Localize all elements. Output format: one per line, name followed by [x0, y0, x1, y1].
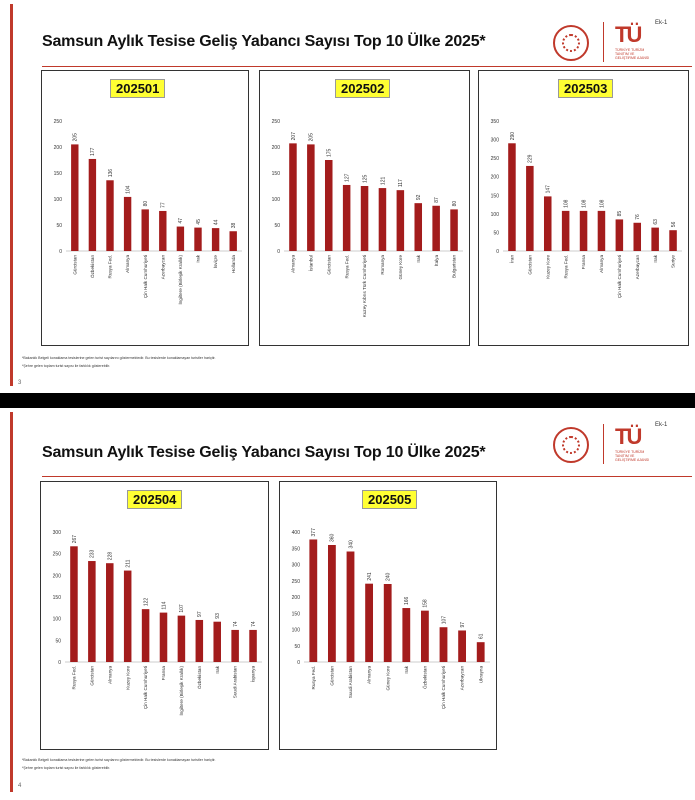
bar — [89, 159, 96, 251]
category-label: Irak — [652, 255, 658, 263]
category-label: Rusya Fed. — [563, 255, 569, 279]
category-label: Irak — [214, 666, 220, 674]
bar — [194, 228, 201, 251]
data-label: 104 — [125, 185, 132, 194]
y-tick-label: 0 — [496, 249, 499, 255]
bar — [440, 627, 448, 662]
chart-title: 202504 — [127, 490, 182, 509]
bar — [309, 539, 317, 662]
y-tick-label: 300 — [490, 137, 499, 144]
slide-accent-bar — [10, 4, 13, 386]
data-label: 74 — [232, 621, 239, 627]
data-label: 241 — [366, 572, 373, 581]
bar — [177, 227, 184, 251]
footnotes — [22, 756, 216, 772]
y-tick-label: 300 — [52, 530, 61, 536]
bar — [397, 190, 405, 251]
category-label: Azerbaycan — [634, 255, 640, 280]
category-label: Suudi Arabistan — [232, 666, 238, 699]
data-label: 175 — [326, 148, 333, 157]
bar — [361, 186, 369, 251]
y-tick-label: 150 — [53, 171, 62, 177]
data-label: 166 — [404, 596, 411, 606]
y-tick-label: 100 — [52, 616, 61, 623]
footnote-2: *Şehre gelen toplam turist sayısı ile farklılık gösterebilir. — [22, 766, 111, 770]
bar — [432, 206, 440, 251]
data-label: 108 — [563, 199, 570, 208]
y-tick-label: 200 — [291, 595, 300, 601]
bar — [379, 188, 387, 251]
bar — [325, 160, 333, 251]
data-label: 97 — [197, 611, 204, 617]
chart-panel-202502 — [259, 70, 470, 346]
bar-chart — [260, 71, 469, 345]
bar — [477, 642, 485, 662]
category-label: Rusya Fed. — [71, 666, 77, 690]
y-tick-label: 50 — [294, 643, 300, 650]
bar — [508, 143, 516, 251]
title-underline — [42, 476, 692, 477]
bar — [651, 228, 659, 251]
data-label: 80 — [143, 200, 149, 207]
y-tick-label: 50 — [55, 638, 61, 645]
chart-panel-202503 — [478, 70, 689, 346]
bar — [526, 166, 534, 251]
page-number: 3 — [18, 380, 22, 386]
data-label: 177 — [90, 147, 97, 156]
bar — [289, 143, 297, 251]
bar — [106, 563, 114, 662]
category-label: Gürcistan — [89, 666, 95, 686]
category-label: Irak — [403, 666, 409, 674]
data-label: 158 — [422, 599, 429, 608]
ek-label: Ek-1 — [655, 20, 668, 26]
data-label: 117 — [398, 179, 405, 188]
category-label: Özbekistan — [422, 666, 428, 689]
chart-panel-202501 — [41, 70, 249, 346]
category-label: Almanya — [125, 255, 131, 273]
category-label: Fransa — [581, 255, 587, 270]
slide-divider — [0, 393, 695, 408]
chart-panel-202505 — [279, 481, 497, 750]
y-tick-label: 50 — [493, 230, 499, 237]
category-label: Irak — [195, 255, 201, 263]
category-label: Rusya Fed. — [310, 666, 316, 690]
logo-divider — [603, 22, 604, 62]
data-label: 211 — [125, 559, 132, 568]
chart-title: 202501 — [110, 79, 165, 98]
data-label: 229 — [527, 154, 534, 163]
data-label: 44 — [213, 219, 220, 226]
category-label: Özbekistan — [90, 255, 95, 278]
category-label: İstanbul — [308, 255, 314, 272]
data-label: 125 — [362, 174, 369, 183]
slide-1 — [0, 0, 695, 393]
y-tick-label: 200 — [490, 174, 499, 181]
data-label: 290 — [509, 131, 516, 141]
bar — [160, 613, 168, 662]
data-label: 114 — [161, 601, 168, 610]
category-label: İtalya — [433, 255, 439, 266]
y-tick-label: 200 — [52, 573, 61, 580]
bar — [88, 561, 96, 662]
y-tick-label: 300 — [291, 562, 300, 569]
bar-chart — [479, 71, 688, 345]
bar — [328, 545, 336, 662]
category-label: Almanya — [366, 666, 372, 684]
data-label: 61 — [478, 633, 485, 640]
bar — [230, 231, 237, 251]
data-label: 240 — [385, 572, 392, 581]
category-label: Ukrayna — [478, 666, 484, 684]
y-tick-label: 250 — [52, 551, 61, 558]
bar — [70, 546, 78, 662]
ministry-seal-icon — [553, 25, 589, 61]
category-label: Çin Halk Cumhuriyeti — [143, 666, 149, 710]
chart-title: 202503 — [558, 79, 613, 98]
y-tick-label: 250 — [271, 119, 280, 125]
bar — [633, 223, 641, 251]
data-label: 340 — [348, 540, 355, 549]
bar — [343, 185, 351, 251]
category-label: Çin Halk Cumhuriyeti — [142, 255, 148, 299]
tgaa-logo-caption: TÜRKİYE TURİZM TANITIM VE GELİŞTİRME AJANSI — [615, 48, 650, 60]
data-label: 47 — [178, 217, 185, 224]
page-number: 4 — [18, 783, 22, 789]
bar — [71, 144, 78, 251]
data-label: 108 — [581, 199, 588, 208]
data-label: 107 — [441, 615, 448, 625]
tgaa-logo: TÜ — [615, 22, 641, 47]
y-tick-label: 150 — [291, 611, 300, 618]
tgaa-logo-caption: TÜRKİYE TURİZM TANITIM VE GELİŞTİRME AJANSI — [615, 450, 650, 462]
y-tick-label: 0 — [297, 660, 300, 666]
bar — [212, 228, 219, 251]
bar — [178, 616, 186, 662]
y-tick-label: 50 — [274, 223, 280, 229]
chart-panel-202504 — [40, 481, 269, 750]
slide-title: Samsun Aylık Tesise Geliş Yabancı Sayısı Top 10 Ülke 2025* — [42, 444, 486, 461]
y-tick-label: 150 — [271, 171, 280, 177]
data-label: 108 — [599, 199, 606, 208]
bar — [544, 196, 552, 251]
bar — [159, 211, 166, 251]
category-label: Çin Halk Cumhuriyeti — [616, 255, 622, 299]
category-label: Çin Halk Cumhuriyeti — [441, 666, 447, 710]
bar — [450, 209, 458, 251]
data-label: 76 — [635, 214, 642, 220]
y-tick-label: 0 — [277, 249, 280, 255]
bar-chart — [280, 482, 496, 749]
data-label: 92 — [416, 194, 423, 201]
bar — [562, 211, 570, 251]
data-label: 74 — [250, 621, 257, 627]
data-label: 267 — [71, 534, 78, 544]
footnote-1: *Bakanlık Belgeli konaklama tesislerine gelen turist sayılarını göstermektedir. Bu tesislerde konaklamayan turistler hariçtir. — [22, 758, 216, 762]
category-label: Kuzey Kore — [545, 255, 551, 279]
category-label: Güney Kore — [385, 666, 391, 691]
bar — [365, 584, 373, 662]
category-label: İngiltere (Birleşik Krallık) — [178, 255, 183, 305]
category-label: Rusya Fed. — [107, 255, 113, 279]
category-label: İngiltere (Birleşik Krallık) — [179, 666, 185, 716]
category-label: Fransa — [161, 666, 167, 681]
category-label: Azerbaycan — [459, 666, 465, 691]
bar — [124, 197, 131, 251]
bar-chart — [42, 71, 248, 345]
data-label: 127 — [344, 173, 351, 182]
bar — [598, 211, 606, 251]
bar — [669, 230, 677, 251]
category-label: Hollanda — [230, 255, 236, 274]
category-label: Irak — [415, 255, 421, 263]
title-underline — [42, 66, 692, 67]
y-tick-label: 400 — [291, 530, 300, 536]
bar — [106, 180, 113, 251]
chart-title: 202505 — [362, 490, 417, 509]
category-label: İran — [509, 255, 515, 263]
logo-divider — [603, 424, 604, 464]
footnote-1: *Bakanlık Belgeli konaklama tesislerine gelen turist sayılarını göstermektedir. Bu tesislerde konaklamayan turistler hariçtir. — [22, 356, 216, 360]
data-label: 205 — [308, 133, 315, 142]
category-label: Güney Kore — [397, 255, 403, 280]
bar — [458, 630, 466, 662]
bar — [616, 219, 624, 251]
y-tick-label: 200 — [53, 145, 62, 151]
category-label: Gürcistan — [72, 255, 78, 275]
data-label: 121 — [380, 176, 387, 186]
data-label: 56 — [670, 221, 677, 228]
slide-accent-bar — [10, 412, 13, 792]
category-label: Gürcistan — [326, 255, 332, 275]
category-label: Kuzey Kore — [125, 666, 131, 690]
y-tick-label: 350 — [490, 119, 499, 125]
footnote-2: *Şehre gelen toplam turist sayısı ile farklılık gösterebilir. — [22, 364, 111, 368]
y-tick-label: 100 — [291, 627, 300, 634]
y-tick-label: 200 — [271, 145, 280, 151]
category-label: Almanya — [290, 255, 296, 273]
y-tick-label: 100 — [53, 197, 62, 203]
category-label: Kuzey Kıbrıs Türk Cumhuriyeti — [362, 255, 368, 318]
category-label: Suriye — [670, 255, 676, 269]
tgaa-logo: TÜ — [615, 424, 641, 449]
bar — [421, 611, 429, 662]
chart-title: 202502 — [335, 79, 390, 98]
bar — [142, 209, 149, 251]
category-label: Rusya Fed. — [344, 255, 350, 279]
y-tick-label: 100 — [490, 211, 499, 218]
bar — [249, 630, 257, 662]
data-label: 38 — [231, 222, 237, 229]
category-label: Suudi Arabistan — [348, 666, 354, 699]
data-label: 97 — [459, 621, 466, 628]
data-label: 77 — [160, 202, 167, 208]
data-label: 45 — [195, 219, 202, 225]
data-label: 233 — [89, 549, 96, 559]
data-label: 87 — [433, 197, 440, 203]
bar — [347, 552, 355, 663]
bar — [384, 584, 392, 662]
category-label: İsviçre — [213, 255, 219, 269]
data-label: 93 — [215, 613, 222, 619]
bar — [231, 630, 239, 662]
bar — [402, 608, 410, 662]
slide-2 — [0, 408, 695, 800]
footnotes — [22, 354, 216, 370]
y-tick-label: 350 — [291, 546, 300, 553]
y-tick-label: 150 — [52, 595, 61, 601]
category-label: Gürcistan — [527, 255, 533, 275]
y-tick-label: 0 — [59, 249, 62, 255]
data-label: 63 — [652, 219, 659, 225]
bar — [580, 211, 588, 251]
y-tick-label: 250 — [490, 156, 499, 163]
data-label: 207 — [290, 132, 297, 141]
data-label: 136 — [107, 168, 114, 178]
bar — [307, 144, 315, 251]
data-label: 360 — [329, 533, 336, 542]
data-label: 122 — [143, 597, 150, 607]
category-label: Gürcistan — [329, 666, 335, 686]
ek-label: Ek-1 — [655, 422, 668, 428]
bar — [196, 620, 204, 662]
ministry-seal-icon — [553, 427, 589, 463]
data-label: 205 — [72, 133, 79, 142]
data-label: 80 — [451, 200, 458, 207]
y-tick-label: 250 — [291, 578, 300, 585]
y-tick-label: 150 — [490, 193, 499, 200]
y-tick-label: 250 — [53, 119, 62, 125]
bar — [414, 203, 422, 251]
category-label: Almanya — [107, 666, 113, 684]
data-label: 107 — [179, 604, 186, 613]
data-label: 147 — [545, 185, 552, 194]
category-label: Azerbaycan — [160, 255, 166, 280]
y-tick-label: 0 — [58, 660, 61, 666]
category-label: Almanya — [599, 255, 605, 273]
bar — [124, 571, 132, 662]
slide-title: Samsun Aylık Tesise Geliş Yabancı Sayısı Top 10 Ülke 2025* — [42, 33, 486, 50]
category-label: Özbekistan — [196, 666, 202, 689]
bar — [142, 609, 150, 662]
y-tick-label: 50 — [56, 223, 62, 229]
data-label: 377 — [311, 528, 318, 537]
bar — [213, 622, 221, 662]
category-label: Bulgaristan — [451, 255, 457, 278]
data-label: 228 — [107, 551, 114, 561]
category-label: İspanya — [250, 666, 256, 683]
bar-chart — [41, 482, 268, 749]
category-label: Romanya — [380, 255, 386, 275]
data-label: 85 — [617, 210, 624, 217]
y-tick-label: 100 — [271, 197, 280, 203]
